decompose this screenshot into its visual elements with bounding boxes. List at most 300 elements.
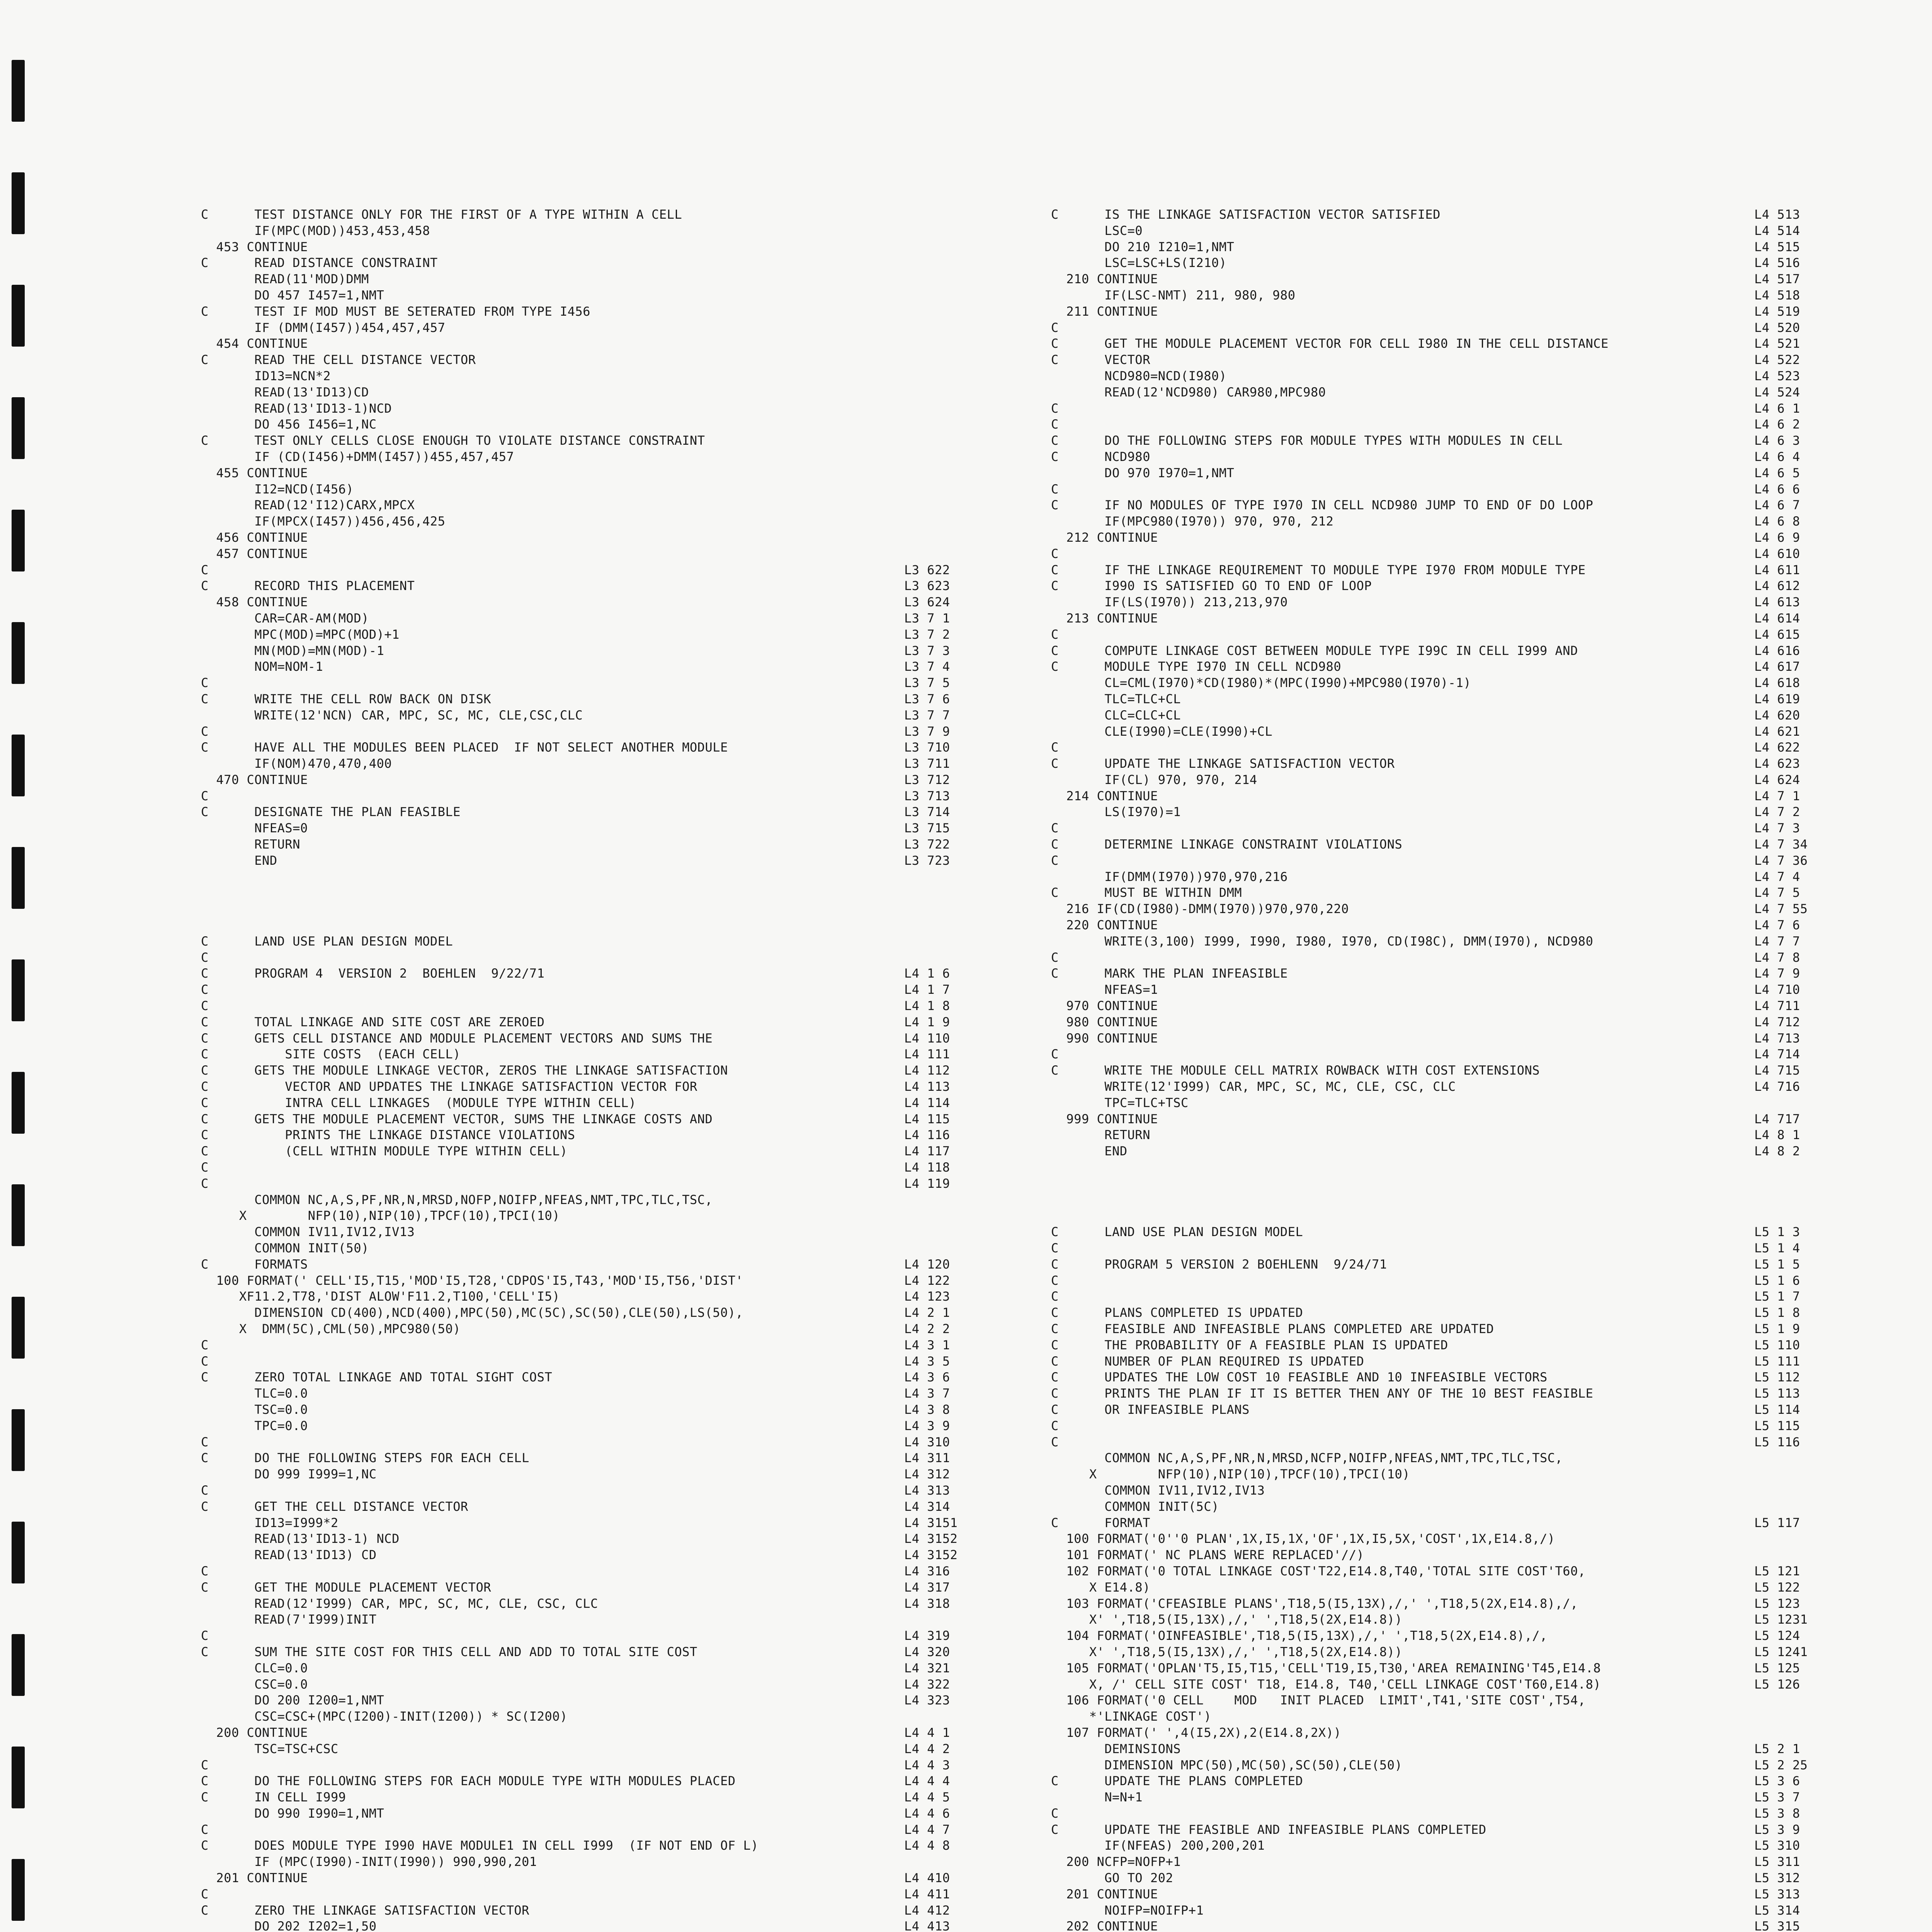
code-text: LS(I970)=1 <box>1051 804 1181 820</box>
code-line <box>201 643 1005 659</box>
code-text: C <box>201 1176 209 1191</box>
sequence-number: L4 412 <box>904 1903 950 1918</box>
code-text: 210 CONTINUE <box>1051 272 1158 287</box>
sequence-number: L3 623 <box>904 578 950 594</box>
code-line <box>1051 1321 1855 1337</box>
code-text: C MUST BE WITHIN DMM <box>1051 885 1242 900</box>
code-line <box>201 659 1005 675</box>
code-text: C UPDATES THE LOW COST 10 FEASIBLE AND 10 INFEASIBLE VECTORS <box>1051 1370 1548 1385</box>
code-text: IF (DMM(I457))454,457,457 <box>201 320 446 335</box>
code-line <box>1051 1709 1855 1725</box>
code-line <box>1051 1531 1855 1547</box>
sequence-number: L3 7 4 <box>904 659 950 674</box>
code-line <box>201 837 1005 853</box>
code-text: C TEST DISTANCE ONLY FOR THE FIRST OF A TYPE WITHIN A CELL <box>201 207 682 222</box>
code-line <box>1051 1822 1855 1838</box>
sequence-number: L5 116 <box>1754 1434 1800 1449</box>
code-line <box>201 1127 1005 1143</box>
code-line <box>1051 675 1855 691</box>
sequence-number: L4 617 <box>1754 659 1800 674</box>
sequence-number: L4 7 7 <box>1754 934 1800 949</box>
left-code-column <box>201 207 1005 1932</box>
code-line <box>1051 1079 1855 1095</box>
code-line <box>1051 239 1855 255</box>
code-line <box>201 304 1005 320</box>
code-line <box>201 1596 1005 1612</box>
sequence-number: L3 7 7 <box>904 707 950 723</box>
code-line <box>201 239 1005 255</box>
sequence-number: L3 710 <box>904 740 950 755</box>
sequence-number: L4 6 6 <box>1754 481 1800 497</box>
code-text: IF(NOM)470,470,400 <box>201 756 392 771</box>
code-text: C RECORD THIS PLACEMENT <box>201 578 415 594</box>
sequence-number: L5 3 6 <box>1754 1774 1800 1789</box>
code-line <box>201 1628 1005 1644</box>
code-text: 455 CONTINUE <box>201 465 308 480</box>
code-line <box>1051 853 1855 869</box>
code-text: MN(MOD)=MN(MOD)-1 <box>201 643 384 658</box>
code-line <box>201 433 1005 449</box>
code-text: C <box>201 1483 209 1498</box>
code-line <box>201 691 1005 707</box>
sequence-number: L4 523 <box>1754 368 1800 383</box>
code-line <box>201 1466 1005 1483</box>
sequence-number: L5 1 5 <box>1754 1257 1800 1272</box>
sequence-number: L4 123 <box>904 1289 950 1304</box>
sequence-number: L4 321 <box>904 1660 950 1675</box>
code-text: LSC=0 <box>1051 223 1143 238</box>
code-text: C <box>201 998 209 1014</box>
code-text: ID13=NCN*2 <box>201 368 331 383</box>
code-line <box>1051 1224 1855 1240</box>
code-text: COMMON INIT(50) <box>201 1241 369 1255</box>
code-line <box>1051 546 1855 562</box>
code-line <box>1051 1466 1855 1483</box>
binder-hole <box>12 510 25 571</box>
sequence-number: L4 3 5 <box>904 1354 950 1369</box>
code-line <box>201 1918 1005 1932</box>
code-line <box>1051 643 1855 659</box>
right-code-column <box>1051 207 1855 1932</box>
sequence-number: L4 112 <box>904 1063 950 1078</box>
code-line <box>201 1434 1005 1451</box>
code-text: C <box>1051 1418 1059 1433</box>
code-text: C <box>1051 1806 1059 1821</box>
code-line <box>201 514 1005 530</box>
code-text: READ(13'ID13)CD <box>201 384 369 400</box>
code-line <box>1051 1886 1855 1903</box>
code-line <box>1051 514 1855 530</box>
code-text: DO 990 I990=1,NMT <box>201 1806 384 1821</box>
code-line <box>1051 1918 1855 1932</box>
sequence-number: L5 312 <box>1754 1871 1800 1886</box>
sequence-number: L4 3 9 <box>904 1418 950 1433</box>
sequence-number: L5 314 <box>1754 1903 1800 1918</box>
code-text: C <box>201 1628 209 1643</box>
code-text: C FEASIBLE AND INFEASIBLE PLANS COMPLETED ARE UPDATED <box>1051 1321 1494 1336</box>
code-line <box>1051 1240 1855 1257</box>
sequence-number: L5 1 8 <box>1754 1305 1800 1320</box>
code-text: 990 CONTINUE <box>1051 1031 1158 1046</box>
sequence-number: L5 114 <box>1754 1402 1800 1417</box>
code-line <box>201 320 1005 336</box>
code-text: COMMON INIT(5C) <box>1051 1499 1219 1514</box>
code-line <box>201 1369 1005 1386</box>
code-line <box>201 740 1005 756</box>
sequence-number: L4 7 3 <box>1754 821 1800 836</box>
code-line <box>201 546 1005 562</box>
sequence-number: L4 117 <box>904 1144 950 1159</box>
code-text: MPC(MOD)=MPC(MOD)+1 <box>201 627 400 642</box>
sequence-number: L4 3 6 <box>904 1370 950 1385</box>
sequence-number: L4 118 <box>904 1160 950 1175</box>
sequence-number: L4 7 4 <box>1754 869 1800 884</box>
code-text: C <box>1051 417 1059 432</box>
sequence-number: L5 123 <box>1754 1596 1800 1611</box>
code-line <box>201 853 1005 869</box>
code-line <box>1051 594 1855 611</box>
sequence-number: L4 3152 <box>904 1548 958 1563</box>
sequence-number: L5 110 <box>1754 1337 1800 1352</box>
code-text: C VECTOR AND UPDATES THE LINKAGE SATISFACTION VECTOR FOR <box>201 1079 697 1094</box>
sequence-number: L5 1 6 <box>1754 1273 1800 1288</box>
code-text: C <box>201 950 209 965</box>
code-line <box>201 1580 1005 1596</box>
code-line <box>201 1854 1005 1870</box>
code-text: C READ DISTANCE CONSTRAINT <box>201 255 438 270</box>
code-text: TPC=0.0 <box>201 1418 308 1433</box>
code-text: C SUM THE SITE COST FOR THIS CELL AND ADD TO TOTAL SITE COST <box>201 1644 697 1659</box>
code-line <box>1051 1757 1855 1774</box>
code-text: IF(DMM(I970))970,970,216 <box>1051 869 1288 884</box>
code-line <box>201 998 1005 1014</box>
sequence-number: L5 313 <box>1754 1886 1800 1901</box>
code-text: C COMPUTE LINKAGE COST BETWEEN MODULE TYPE I99C IN CELL I999 AND <box>1051 643 1578 658</box>
code-text: IF(LSC-NMT) 211, 980, 980 <box>1051 287 1296 303</box>
code-line <box>1051 1483 1855 1499</box>
code-line <box>1051 1031 1855 1047</box>
sequence-number: L4 4 7 <box>904 1822 950 1837</box>
sequence-number: L4 110 <box>904 1031 950 1046</box>
sequence-number: L4 3151 <box>904 1515 958 1530</box>
sequence-number: L3 7 3 <box>904 643 950 658</box>
code-text: 101 FORMAT(' NC PLANS WERE REPLACED'//) <box>1051 1548 1364 1563</box>
sequence-number: L4 713 <box>1754 1031 1800 1046</box>
code-text: TSC=TSC+CSC <box>201 1741 338 1756</box>
code-line <box>201 1192 1005 1208</box>
code-line <box>1051 1692 1855 1709</box>
sequence-number: L5 1 7 <box>1754 1289 1800 1304</box>
code-text: NFEAS=0 <box>201 821 308 836</box>
code-text: 453 CONTINUE <box>201 239 308 254</box>
sequence-number: L4 6 5 <box>1754 465 1800 480</box>
code-line <box>201 966 1005 982</box>
sequence-number: L4 712 <box>1754 1014 1800 1029</box>
code-text: C <box>1051 950 1059 965</box>
code-text: C NUMBER OF PLAN REQUIRED IS UPDATED <box>1051 1354 1364 1369</box>
sequence-number: L4 711 <box>1754 998 1800 1014</box>
code-line <box>201 1499 1005 1515</box>
code-text: 201 CONTINUE <box>1051 1886 1158 1901</box>
code-line <box>1051 1095 1855 1111</box>
code-text: IF (CD(I456)+DMM(I457))455,457,457 <box>201 449 514 464</box>
code-line <box>1051 1580 1855 1596</box>
sequence-number: L5 1241 <box>1754 1644 1808 1659</box>
code-line <box>201 1903 1005 1919</box>
code-text: 220 CONTINUE <box>1051 918 1158 933</box>
code-line <box>201 804 1005 820</box>
code-line <box>1051 1289 1855 1305</box>
code-line <box>201 1143 1005 1160</box>
code-text: C FORMAT <box>1051 1515 1150 1530</box>
code-line <box>1051 659 1855 675</box>
code-text: C GET THE MODULE PLACEMENT VECTOR <box>201 1580 492 1595</box>
sequence-number: L4 413 <box>904 1919 950 1932</box>
sequence-number: L4 611 <box>1754 562 1800 577</box>
sequence-number: L5 1 9 <box>1754 1321 1800 1336</box>
code-text: C <box>1051 481 1059 497</box>
code-text: C UPDATE THE FEASIBLE AND INFEASIBLE PLANS COMPLETED <box>1051 1822 1486 1837</box>
sequence-number: L4 616 <box>1754 643 1800 658</box>
code-line <box>201 1095 1005 1111</box>
sequence-number: L5 115 <box>1754 1418 1800 1433</box>
code-text: IF(MPC980(I970)) 970, 970, 212 <box>1051 514 1334 529</box>
sequence-number: L4 6 2 <box>1754 417 1800 432</box>
code-line <box>201 707 1005 724</box>
code-text: C READ THE CELL DISTANCE VECTOR <box>201 352 476 367</box>
code-line <box>1051 1450 1855 1466</box>
code-line <box>1051 1418 1855 1434</box>
code-line <box>201 1418 1005 1434</box>
code-text: C IS THE LINKAGE SATISFACTION VECTOR SATISFIED <box>1051 207 1441 222</box>
sequence-number: L4 322 <box>904 1677 950 1692</box>
code-text: 980 CONTINUE <box>1051 1014 1158 1029</box>
sequence-number: L4 715 <box>1754 1063 1800 1078</box>
code-text: DO 970 I970=1,NMT <box>1051 465 1235 480</box>
sequence-number: L4 317 <box>904 1580 950 1595</box>
code-text: 202 CONTINUE <box>1051 1919 1158 1932</box>
code-line <box>1051 530 1855 546</box>
code-line <box>1051 1160 1855 1176</box>
code-line <box>201 1886 1005 1903</box>
code-text: X, /' CELL SITE COST' T18, E14.8, T40,'CELL LINKAGE COST'T60,E14.8) <box>1051 1677 1601 1692</box>
binder-hole <box>12 1297 25 1359</box>
code-text: C VECTOR <box>1051 352 1150 367</box>
code-line <box>201 1354 1005 1370</box>
code-text: C <box>201 1757 209 1772</box>
code-line <box>201 1677 1005 1693</box>
code-text: END <box>1051 1144 1128 1159</box>
code-text: C GETS CELL DISTANCE AND MODULE PLACEMENT VECTORS AND SUMS THE <box>201 1031 713 1046</box>
code-line <box>1051 820 1855 837</box>
code-text: C <box>201 788 209 803</box>
code-text: RETURN <box>201 837 300 852</box>
sequence-number: L4 612 <box>1754 578 1800 594</box>
code-line <box>1051 1046 1855 1063</box>
code-line <box>1051 401 1855 417</box>
sequence-number: L4 4 8 <box>904 1838 950 1853</box>
sequence-number: L5 122 <box>1754 1580 1800 1595</box>
code-text: READ(13'ID13-1)NCD <box>201 401 392 416</box>
code-line <box>201 1547 1005 1563</box>
code-text: X E14.8) <box>1051 1580 1150 1595</box>
code-text: NOIFP=NOIFP+1 <box>1051 1903 1204 1918</box>
code-line <box>201 1773 1005 1789</box>
binder-hole <box>12 397 25 459</box>
code-line <box>1051 433 1855 449</box>
code-text: 201 CONTINUE <box>201 1871 308 1886</box>
code-text: 454 CONTINUE <box>201 336 308 351</box>
code-line <box>1051 1273 1855 1289</box>
code-text: CL=CML(I970)*CD(I980)*(MPC(I990)+MPC980(I970)-1) <box>1051 675 1471 690</box>
code-line <box>1051 562 1855 578</box>
code-text: COMMON NC,A,S,PF,NR,N,MRSD,NOFP,NOIFP,NFEAS,NMT,TPC,TLC,TSC, <box>201 1192 713 1207</box>
sequence-number: L4 514 <box>1754 223 1800 238</box>
code-line <box>201 1612 1005 1628</box>
code-line <box>1051 1563 1855 1580</box>
sequence-number: L4 518 <box>1754 287 1800 303</box>
sequence-number: L4 8 2 <box>1754 1144 1800 1159</box>
code-text: X NFP(10),NIP(10),TPCF(10),TPCI(10) <box>1051 1467 1410 1482</box>
binder-hole <box>12 622 25 684</box>
code-line <box>201 1240 1005 1257</box>
sequence-number: L4 615 <box>1754 627 1800 642</box>
sequence-number: L4 3 1 <box>904 1337 950 1352</box>
code-line <box>201 1822 1005 1838</box>
code-line <box>1051 1192 1855 1208</box>
code-text: C LAND USE PLAN DESIGN MODEL <box>1051 1225 1303 1240</box>
code-text: C WRITE THE CELL ROW BACK ON DISK <box>201 691 492 706</box>
code-text: C INTRA CELL LINKAGES (MODULE TYPE WITHIN CELL) <box>201 1095 636 1110</box>
code-text: GO TO 202 <box>1051 1871 1173 1886</box>
sequence-number: L4 314 <box>904 1499 950 1514</box>
code-text: C <box>1051 627 1059 642</box>
code-text: END <box>201 853 277 868</box>
sequence-number: L4 7 8 <box>1754 950 1800 965</box>
sequence-number: L5 3 8 <box>1754 1806 1800 1821</box>
code-line <box>201 1257 1005 1273</box>
code-text: C TEST IF MOD MUST BE SETERATED FROM TYPE I456 <box>201 304 591 319</box>
code-line <box>1051 788 1855 804</box>
code-line <box>1051 1903 1855 1919</box>
code-line <box>1051 740 1855 756</box>
code-line <box>201 1725 1005 1741</box>
code-line <box>201 1111 1005 1128</box>
code-line <box>1051 804 1855 820</box>
code-text: DO 202 I202=1,50 <box>201 1919 377 1932</box>
code-line <box>201 255 1005 271</box>
code-text: C <box>1051 320 1059 335</box>
sequence-number: L4 621 <box>1754 724 1800 739</box>
sequence-number: L4 2 1 <box>904 1305 950 1320</box>
code-line <box>1051 304 1855 320</box>
binder-hole <box>12 60 25 122</box>
code-line <box>1051 1596 1855 1612</box>
sequence-number: L4 717 <box>1754 1111 1800 1126</box>
sequence-number: L3 722 <box>904 837 950 852</box>
code-text: DIMENSION CD(400),NCD(400),MPC(50),MC(5C),SC(50),CLE(50),LS(50), <box>201 1305 743 1320</box>
binder-hole <box>12 1409 25 1471</box>
code-line <box>201 675 1005 691</box>
code-line <box>1051 869 1855 885</box>
sequence-number: L4 7 6 <box>1754 918 1800 933</box>
code-text: X DMM(5C),CML(50),MPC980(50) <box>201 1321 461 1336</box>
code-line <box>1051 223 1855 239</box>
sequence-number: L4 8 1 <box>1754 1128 1800 1143</box>
code-line <box>201 384 1005 401</box>
code-line <box>1051 1725 1855 1741</box>
sequence-number: L5 113 <box>1754 1386 1800 1401</box>
sequence-number: L3 7 9 <box>904 724 950 739</box>
sequence-number: L4 4 1 <box>904 1725 950 1740</box>
sequence-number: L4 6 8 <box>1754 514 1800 529</box>
code-text: DO 456 I456=1,NC <box>201 417 377 432</box>
binder-hole <box>12 1747 25 1808</box>
sequence-number: L4 620 <box>1754 707 1800 723</box>
code-line <box>201 1806 1005 1822</box>
code-line <box>201 1079 1005 1095</box>
sequence-number: L4 4 3 <box>904 1757 950 1772</box>
code-line <box>1051 255 1855 271</box>
code-text: C I990 IS SATISFIED GO TO END OF LOOP <box>1051 578 1372 594</box>
code-text: C <box>1051 546 1059 561</box>
sequence-number: L5 310 <box>1754 1838 1800 1853</box>
sequence-number: L4 520 <box>1754 320 1800 335</box>
sequence-number: L3 7 6 <box>904 691 950 706</box>
sequence-number: L5 2 1 <box>1754 1741 1800 1756</box>
code-text: TLC=0.0 <box>201 1386 308 1401</box>
sequence-number: L4 1 6 <box>904 966 950 981</box>
sequence-number: L5 126 <box>1754 1677 1800 1692</box>
binder-hole <box>12 1072 25 1134</box>
sequence-number: L4 122 <box>904 1273 950 1288</box>
code-line <box>201 449 1005 465</box>
sequence-number: L4 312 <box>904 1467 950 1482</box>
code-line <box>1051 1870 1855 1886</box>
binder-hole <box>12 172 25 234</box>
sequence-number: L4 323 <box>904 1693 950 1708</box>
code-text: C IF NO MODULES OF TYPE I970 IN CELL NCD980 JUMP TO END OF DO LOOP <box>1051 498 1594 513</box>
code-text: C ZERO THE LINKAGE SATISFACTION VECTOR <box>201 1903 529 1918</box>
code-line <box>201 934 1005 950</box>
code-text: C PROGRAM 4 VERSION 2 BOEHLEN 9/22/71 <box>201 966 545 981</box>
code-text: 212 CONTINUE <box>1051 530 1158 545</box>
code-text: C DO THE FOLLOWING STEPS FOR MODULE TYPES WITH MODULES IN CELL <box>1051 433 1563 448</box>
code-text: C <box>201 1160 209 1175</box>
code-text: C IF THE LINKAGE REQUIREMENT TO MODULE TYPE I970 FROM MODULE TYPE <box>1051 562 1586 577</box>
sequence-number: L3 713 <box>904 788 950 803</box>
sequence-number: L4 318 <box>904 1596 950 1611</box>
code-line <box>1051 1386 1855 1402</box>
code-line <box>1051 1257 1855 1273</box>
code-line <box>1051 1305 1855 1321</box>
code-text: C <box>201 1563 209 1578</box>
code-line <box>1051 1063 1855 1079</box>
code-line <box>1051 1741 1855 1757</box>
sequence-number: L5 2 25 <box>1754 1757 1808 1772</box>
code-line <box>1051 707 1855 724</box>
code-line <box>201 223 1005 239</box>
sequence-number: L3 715 <box>904 821 950 836</box>
sequence-number: L4 119 <box>904 1176 950 1191</box>
code-text: 106 FORMAT('0 CELL MOD INIT PLACED LIMIT',T41,'SITE COST',T54, <box>1051 1693 1586 1708</box>
sequence-number: L4 619 <box>1754 691 1800 706</box>
sequence-number: L4 1 8 <box>904 998 950 1014</box>
sequence-number: L5 121 <box>1754 1563 1800 1578</box>
sequence-number: L4 115 <box>904 1111 950 1126</box>
code-line <box>201 772 1005 788</box>
sequence-number: L4 522 <box>1754 352 1800 367</box>
